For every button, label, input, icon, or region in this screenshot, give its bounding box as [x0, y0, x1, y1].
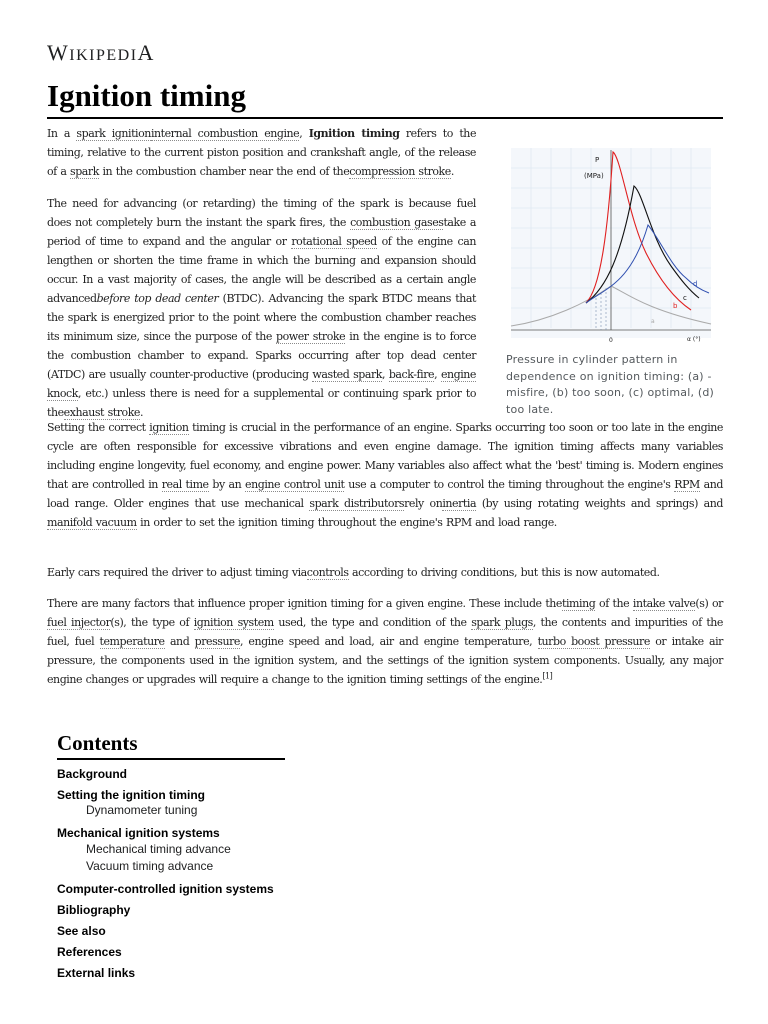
- link-ignition[interactable]: ignition: [149, 421, 189, 434]
- link-manifold-vacuum[interactable]: manifold vacuum: [47, 516, 137, 529]
- toc-item-dynamometer-tuning[interactable]: Dynamometer tuning: [86, 803, 198, 817]
- link-timing[interactable]: timing: [561, 597, 596, 610]
- link-back-fire[interactable]: back-fire: [388, 368, 435, 381]
- link-compression-stroke[interactable]: compression stroke: [349, 165, 451, 178]
- x-axis-zero: 0: [609, 337, 613, 344]
- paragraph-early-cars: Early cars required the driver to adjust timing viacontrols according to driving conditions, but this is now automated.: [47, 566, 660, 579]
- link-exhaust-stroke[interactable]: exhaust stroke: [63, 406, 140, 419]
- toc-item-vacuum-timing-advance[interactable]: Vacuum timing advance: [86, 859, 214, 873]
- link-fuel-injector[interactable]: fuel injector: [47, 616, 111, 629]
- curve-label-b: b: [673, 302, 678, 310]
- link-temperature[interactable]: temperature: [99, 635, 165, 648]
- page-title: Ignition timing: [47, 78, 246, 113]
- paragraph-advancing: The need for advancing (or retarding) the timing of the spark is because fuel does not completely burn the instant the spark fires, the combustion gasestake a period of time to expand and the angular or rotational speed of the engine can lengthen or shorten the time frame in which the burning and expansion should occur. In a vast majority of cases, the angle will be described as a certain angle advancedbefore top dead center (BTDC). Advancing the spark BTDC means that the spark is energized prior to the point where the combustion chamber reaches its minimum size, since the purpose of the power stroke in the engine is to force the combustion chamber to expand. Sparks occurring after top dead center (ATDC) are usually counter-productive (producing wasted spark, back-fire, engine knock, etc.) unless there is need for a supplemental or continuing spark prior to theexhaust stroke.: [47, 197, 477, 419]
- toc-item-background[interactable]: Background: [57, 767, 128, 781]
- reference-link-1[interactable]: [1]: [542, 671, 553, 681]
- pressure-chart-figure: [511, 148, 711, 344]
- curve-label-d: d: [693, 280, 698, 288]
- toc-item-computer-controlled-ignition-systems[interactable]: Computer-controlled ignition systems: [57, 882, 274, 896]
- paragraph-intro: In a spark ignitioninternal combustion engine, Ignition timing refers to the timing, relative to the current piston position and crankshaft angle, of the release of a spark in the combustion chamber near the end of thecompression stroke.: [47, 127, 477, 178]
- link-engine-knock[interactable]: engine knock: [47, 368, 476, 400]
- toc-item-references[interactable]: References: [57, 945, 122, 959]
- link-combustion-gases[interactable]: combustion gases: [350, 216, 444, 229]
- curve-label-c: c: [683, 294, 687, 302]
- paragraph-factors: There are many factors that influence proper ignition timing for a given engine. These include thetiming of the intake valve(s) or fuel injector(s), the type of ignition system used, the type and condition of the spark plugs, the contents and impurities of the fuel, fuel temperature and pressure, engine speed and load, air and engine temperature, turbo boost pressure or intake air pressure, the components used in the ignition system, and the settings of the ignition system components. Usually, any major engine changes or upgrades will require a change to the ignition timing settings of the engine.[1]: [47, 597, 723, 686]
- link-rotational-speed[interactable]: rotational speed: [291, 235, 377, 248]
- toc-item-mechanical-ignition-systems[interactable]: Mechanical ignition systems: [57, 826, 220, 840]
- link-spark-plugs[interactable]: spark plugs: [471, 616, 533, 629]
- link-power-stroke[interactable]: power stroke: [276, 330, 346, 343]
- link-controls[interactable]: controls: [306, 566, 349, 579]
- toc-item-setting-the-ignition-timing[interactable]: Setting the ignition timing: [57, 788, 205, 802]
- link-pressure[interactable]: pressure: [194, 635, 240, 648]
- link-ignition-system[interactable]: ignition system: [193, 616, 274, 629]
- y-axis-label: P: [595, 156, 600, 164]
- toc-item-bibliography[interactable]: Bibliography: [57, 903, 131, 917]
- link-spark[interactable]: spark: [70, 165, 99, 178]
- logo-small-caps: IKIPEDI: [69, 47, 138, 64]
- logo-letter-w: W: [47, 40, 70, 65]
- link-internal-combustion-engine[interactable]: internal combustion engine: [150, 127, 300, 140]
- toc-item-see-also[interactable]: See also: [57, 924, 106, 938]
- toc-item-external-links[interactable]: External links: [57, 966, 136, 980]
- link-inertia[interactable]: inertia: [442, 497, 477, 510]
- title-underline: [47, 117, 723, 119]
- link-spark-ignition[interactable]: spark ignition: [76, 127, 151, 140]
- link-engine-control-unit[interactable]: engine control unit: [245, 478, 345, 491]
- paragraph-setting-timing: Setting the correct ignition timing is crucial in the performance of an engine. Sparks occurring too soon or too late in the engine cycle are often responsible for excessive vibrations and even engine damage. The ignition timing affects many variables including engine longevity, fuel economy, and engine power. Many variables also affect what the 'best' timing is. Modern engines that are controlled in real time by an engine control unit use a computer to control the timing throughout the engine's RPM and load range. Older engines that use mechanical spark distributorsrely oninertia (by using rotating weights and springs) and manifold vacuum in order to set the ignition timing throughout the engine's RPM and load range.: [47, 421, 723, 529]
- figure-caption: Pressure in cylinder pattern in dependence on ignition timing: (a) - misfire, (b) too soon, (c) optimal, (d) too late.: [506, 353, 715, 416]
- bold-term: Ignition timing: [308, 127, 400, 140]
- link-turbo-boost-pressure[interactable]: turbo boost pressure: [537, 635, 650, 648]
- link-spark-distributors[interactable]: spark distributors: [309, 497, 405, 510]
- toc-title: Contents: [57, 731, 138, 755]
- logo-letter-a: A: [137, 40, 155, 65]
- curve-label-a: a: [651, 318, 655, 325]
- link-rpm[interactable]: RPM: [674, 478, 700, 491]
- link-real-time[interactable]: real time: [161, 478, 209, 491]
- link-wasted-spark[interactable]: wasted spark: [312, 368, 383, 381]
- wikipedia-logo[interactable]: [47, 40, 155, 66]
- toc-underline: [57, 758, 285, 760]
- link-intake-valve[interactable]: intake valve: [632, 597, 696, 610]
- toc-item-mechanical-timing-advance[interactable]: Mechanical timing advance: [86, 842, 231, 856]
- y-axis-unit: (MPa): [584, 172, 604, 180]
- x-axis-label: α (°): [687, 336, 701, 343]
- italic-btdc: before top dead center: [96, 292, 219, 305]
